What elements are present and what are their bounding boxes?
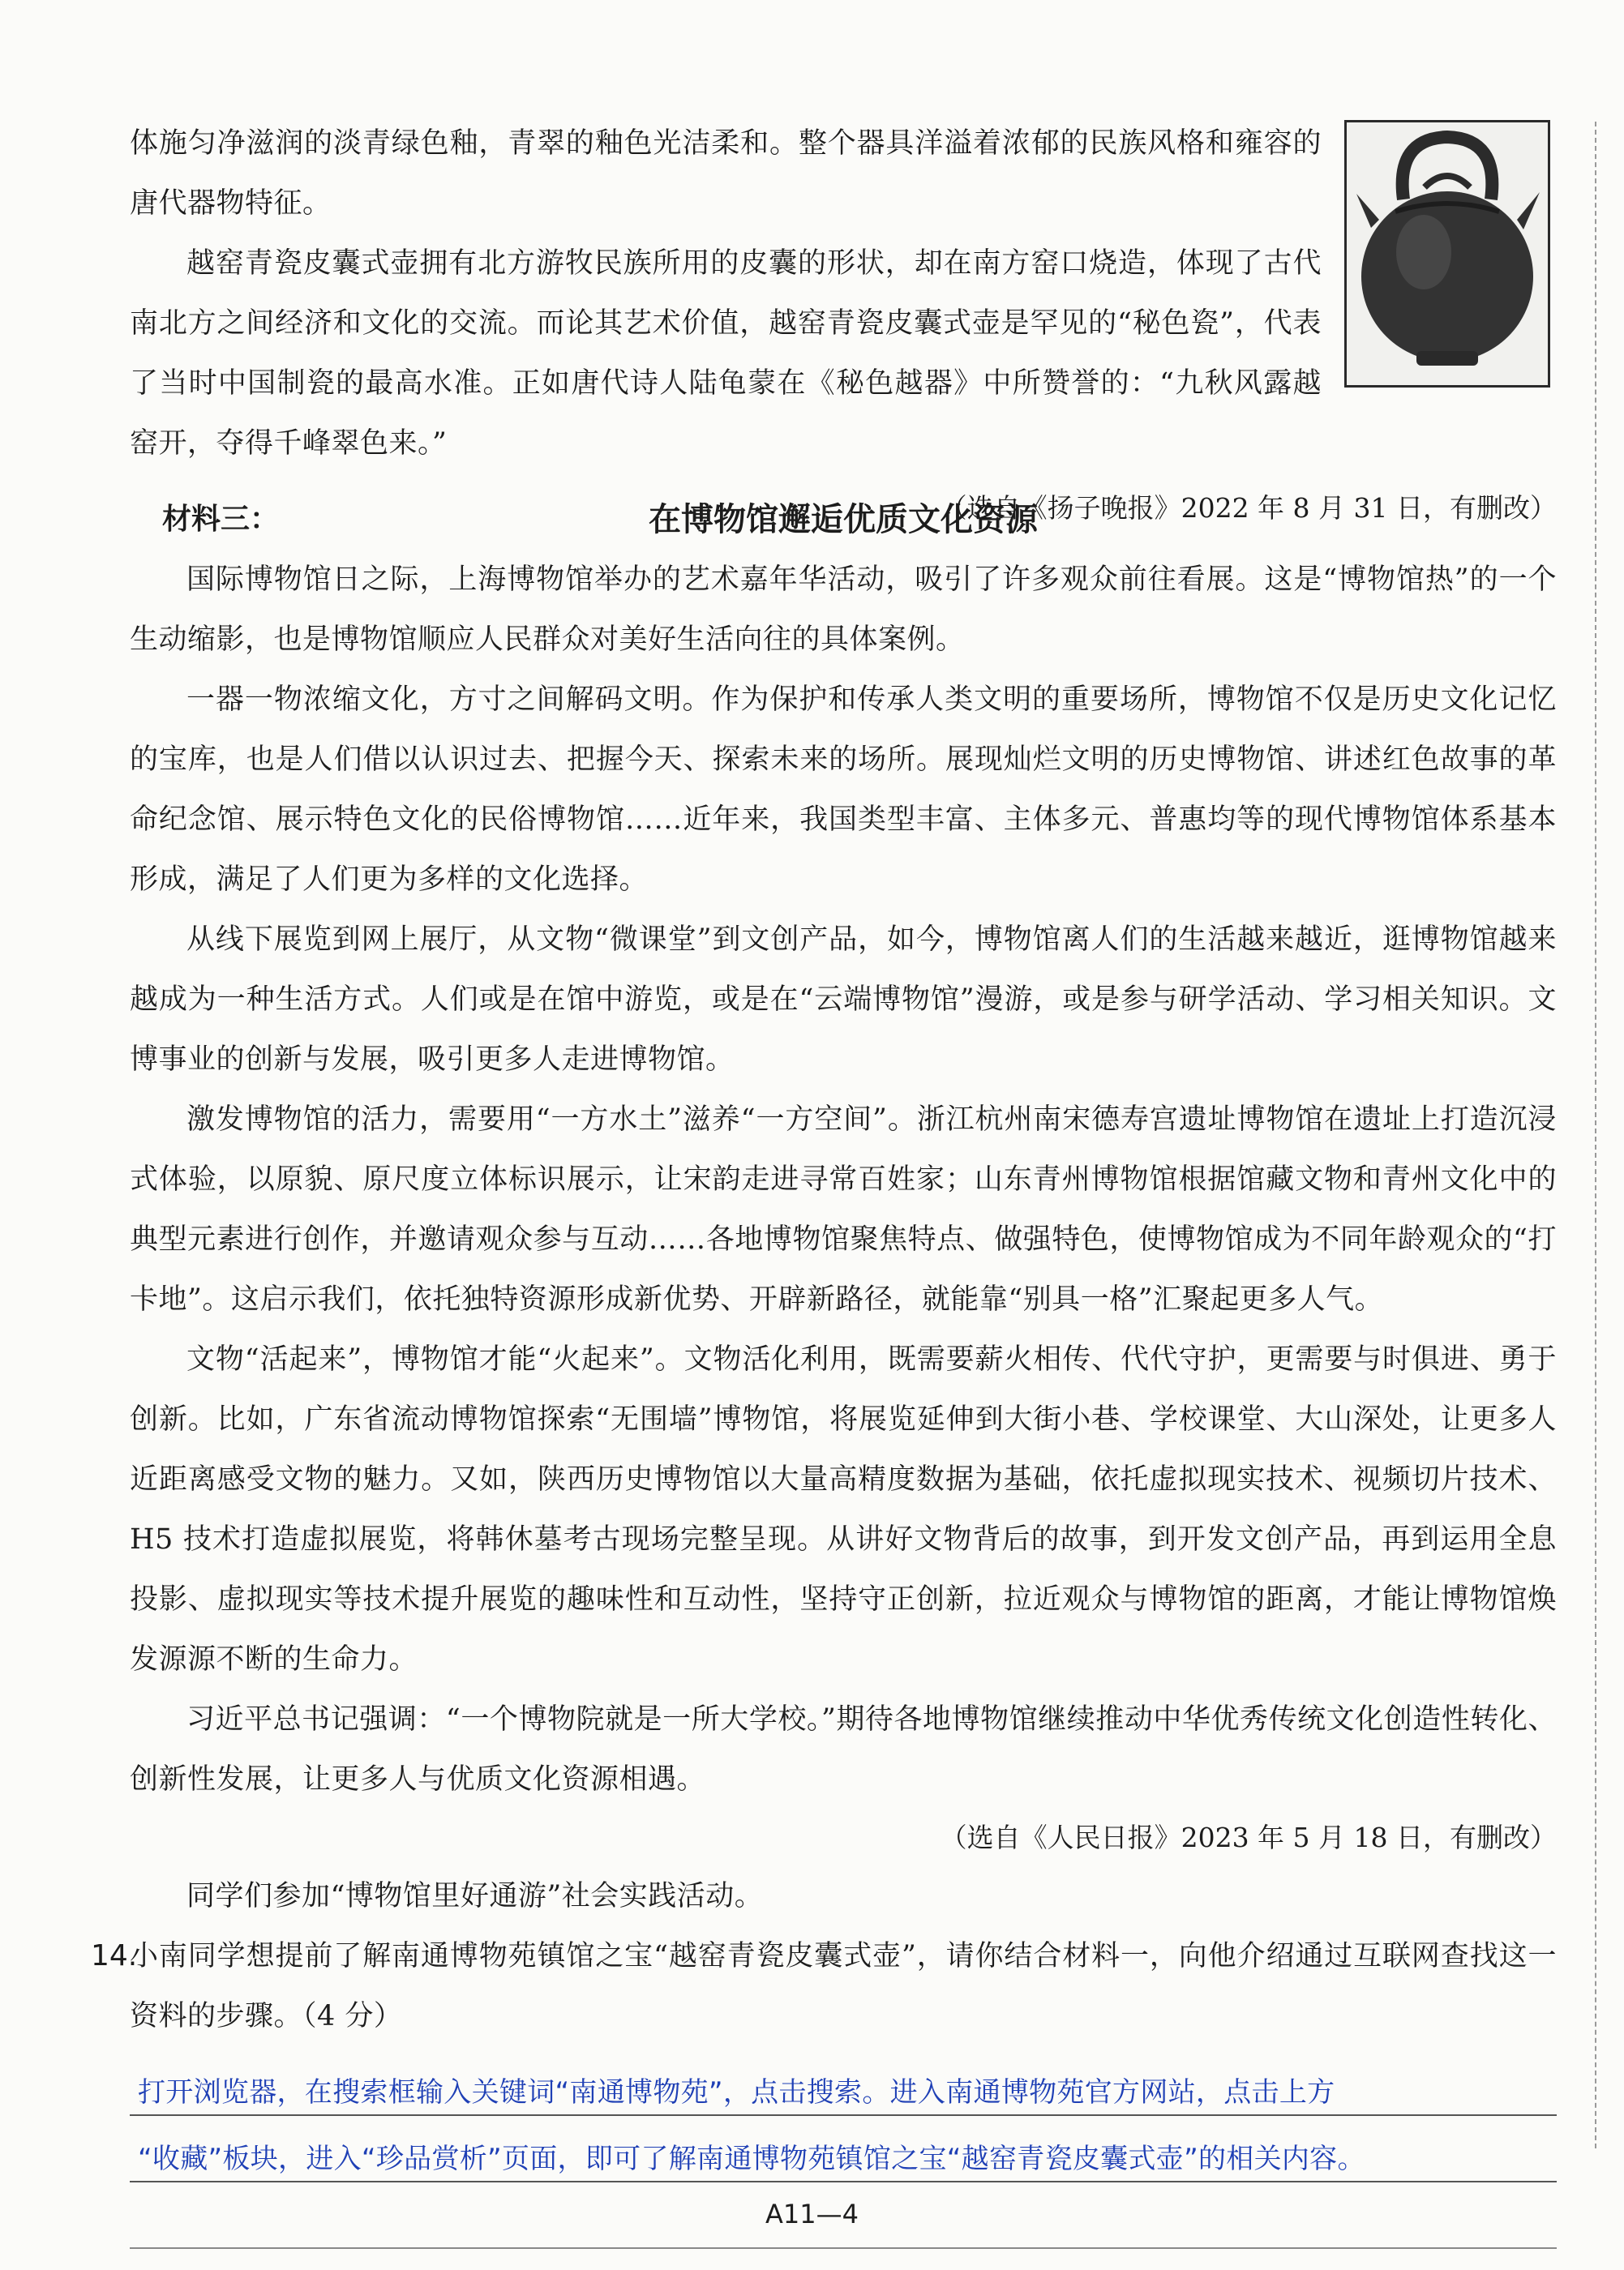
material-three-paragraph-2: 一器一物浓缩文化，方寸之间解码文明。作为保护和传承人类文明的重要场所，博物馆不仅是历史文化记忆的宝库，也是人们借以认识过去、把握今天、探索未来的场所。展现灿烂文明的历史博物馆、讲述红色故事的革命纪念馆、展示特色文化的民俗博物馆……近年来，我国类型丰富、主体多元、普惠均等的现代博物馆体系基本形成，满足了人们更为多样的文化选择。 <box>130 683 1557 896</box>
handwritten-answer-line-2: “收藏”板块，进入“珍品赏析”页面，即可了解南通博物苑镇馆之宝“越窑青瓷皮囊式壶”的相关内容。 <box>138 2143 1365 2175</box>
material-three-source: （选自《人民日报》2023 年 5 月 18 日，有删改） <box>940 1822 1557 1853</box>
question-14 <box>91 1926 1557 2046</box>
material-two-paragraph-1: 体施匀净滋润的淡青绿色釉，青翠的釉色光洁柔和。整个器具洋溢着浓郁的民族风格和雍容的唐代器物特征。 <box>130 127 1322 220</box>
material-three-paragraph-5: 文物“活起来”，博物馆才能“火起来”。文物活化利用，既需要薪火相传、代代守护，更需要与时俱进、勇于创新。比如，广东省流动博物馆探索“无围墙”博物馆，将展览延伸到大街小巷、学校课堂、大山深处，让更多人近距离感受文物的魅力。又如，陕西历史博物馆以大量高精度数据为基础，依托虚拟现实技术、视频切片技术、H5 技术打造虚拟展览，将韩休墓考古现场完整呈现。从讲好文物背后的故事，到开发文创产品，再到运用全息投影、虚拟现实等技术提升展览的趣味性和互动性，坚持守正创新，拉近观众与博物馆的距离，才能让博物馆焕发源源不断的生命力。 <box>130 1343 1557 1676</box>
page-footer <box>0 2199 1624 2229</box>
material-three-label: 材料三： <box>162 503 280 536</box>
material-three-paragraph-6: 习近平总书记强调：“一个博物院就是一所大学校。”期待各地博物馆继续推动中华优秀传统文化创造性转化、创新性发展，让更多人与优质文化资源相遇。 <box>130 1703 1557 1796</box>
answer-line-1[interactable] <box>130 2049 1557 2116</box>
material-three-paragraph-4: 激发博物馆的活力，需要用“一方水土”滋养“一方空间”。浙江杭州南宋德寿宫遗址博物馆在遗址上打造沉浸式体验，以原貌、原尺度立体标识展示，让宋韵走进寻常百姓家；山东青州博物馆根据馆藏文物和青州文化中的典型元素进行创作，并邀请观众参与互动……各地博物馆聚焦特点、做强特色，使博物馆成为不同年龄观众的“打卡地”。这启示我们，依托独特资源形成新优势、开辟新路径，就能靠“别具一格”汇聚起更多人气。 <box>130 1103 1557 1316</box>
activity-intro: 同学们参加“博物馆里好通游”社会实践活动。 <box>186 1880 764 1912</box>
material-two-continued <box>130 114 1557 537</box>
material-three <box>91 490 1557 2249</box>
material-two-source: （选自《扬子晚报》2022 年 8 月 31 日，有删改） <box>940 492 1557 524</box>
material-three-heading <box>130 490 1557 550</box>
material-three-paragraph-3: 从线下展览到网上展厅，从文物“微课堂”到文创产品，如今，博物馆离人们的生活越来越近，逛博物馆越来越成为一种生活方式。人们或是在馆中游览，或是在“云端博物馆”漫游，或是参与研学活动、学习相关知识。文博事业的创新与发展，吸引更多人走进博物馆。 <box>130 923 1557 1076</box>
material-two-paragraph-2: 越窑青瓷皮囊式壶拥有北方游牧民族所用的皮囊的形状，却在南方窑口烧造，体现了古代南北方之间经济和文化的交流。而论其艺术价值，越窑青瓷皮囊式壶是罕见的“秘色瓷”，代表了当时中国制瓷的最高水准。正如唐代诗人陆龟蒙在《秘色越器》中所赞誉的：“九秋风露越窑开，夺得千峰翠色来。” <box>130 247 1322 460</box>
question-number: 14. <box>91 1939 138 1972</box>
answer-line-2[interactable] <box>130 2116 1557 2182</box>
page-code: A11—4 <box>765 2199 859 2229</box>
material-three-paragraph-1: 国际博物馆日之际，上海博物馆举办的艺术嘉年华活动，吸引了许多观众前往看展。这是“博物馆热”的一个生动缩影，也是博物馆顺应人民群众对美好生活向往的具体案例。 <box>130 563 1557 656</box>
page-edge-dashed-border <box>1595 122 1596 2148</box>
material-three-title: 在博物馆邂逅优质文化资源 <box>649 501 1038 538</box>
handwritten-answer-line-1: 打开浏览器，在搜索框输入关键词“南通博物苑”，点击搜索。进入南通博物苑官方网站，点击上方 <box>138 2076 1335 2109</box>
question-text: 小南同学想提前了解南通博物苑镇馆之宝“越窑青瓷皮囊式壶”，请你结合材料一，向他介绍通过互联网查找这一资料的步骤。（4 分） <box>130 1940 1557 2032</box>
